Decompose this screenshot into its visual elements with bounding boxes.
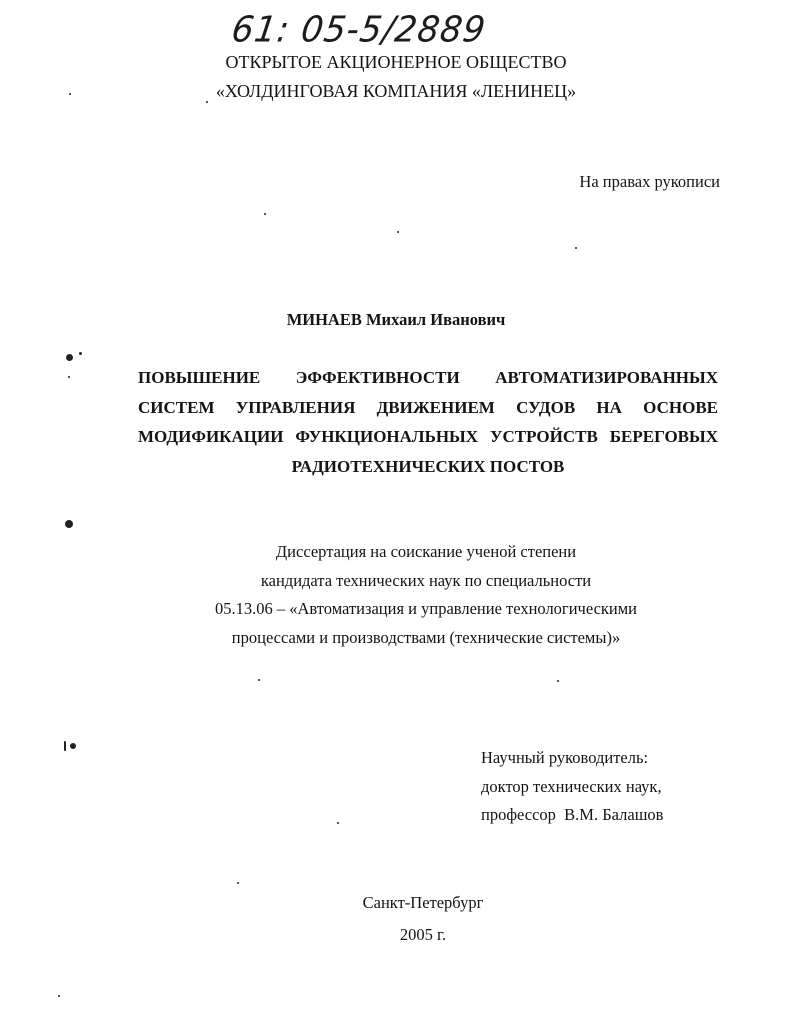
scan-speck [575,247,577,249]
scan-speck [79,352,82,355]
degree-line: 05.13.06 – «Автоматизация и управление технологическими [214,599,638,618]
degree-statement [0,538,792,652]
scan-speck [237,882,239,884]
scan-speck [258,679,260,681]
scan-speck [337,822,339,824]
scan-speck [70,743,76,749]
scan-speck [68,376,70,378]
handwritten-registration-number: 61: 05-5/2889 [229,9,489,52]
scan-speck [65,520,73,528]
organization-line-1: ОТКРЫТОЕ АКЦИОНЕРНОЕ ОБЩЕСТВО [225,52,567,72]
title-line: МОДИФИКАЦИИ ФУНКЦИОНАЛЬНЫХ УСТРОЙСТВ БЕРЕГОВЫХ [138,427,718,446]
dissertation-title [138,363,718,481]
manuscript-rights-note: На правах рукописи [579,172,720,191]
advisor-line: Научный руководитель: [481,748,649,767]
scan-speck [206,101,208,103]
scan-speck [397,231,399,233]
scan-speck [264,213,266,215]
title-line: СИСТЕМ УПРАВЛЕНИЯ ДВИЖЕНИЕМ СУДОВ НА ОСНОВЕ [138,397,718,417]
scientific-advisor [481,744,663,830]
degree-line: процессами и производствами (технические системы)» [231,627,621,647]
scan-speck [58,995,60,997]
year: 2005 г. [399,925,447,944]
advisor-line: профессор В.М. Балашов [481,805,664,824]
organization-line-2: «ХОЛДИНГОВАЯ КОМПАНИЯ «ЛЕНИНЕЦ» [215,81,577,101]
scan-speck [69,93,71,95]
title-line: РАДИОТЕХНИЧЕСКИХ ПОСТОВ [291,456,565,476]
author-name: МИНАЕВ Михаил Иванович [286,310,506,329]
scan-speck [557,680,559,682]
title-line: ПОВЫШЕНИЕ ЭФФЕКТИВНОСТИ АВТОМАТИЗИРОВАННЫХ [138,368,718,387]
place-and-year [0,887,792,951]
city: Санкт-Петербург [362,893,484,912]
advisor-line: доктор технических наук, [481,776,662,796]
scan-speck [64,741,66,751]
degree-line: Диссертация на соискание ученой степени [275,542,577,561]
degree-line: кандидата технических наук по специальности [260,570,592,590]
scan-speck [66,354,73,361]
